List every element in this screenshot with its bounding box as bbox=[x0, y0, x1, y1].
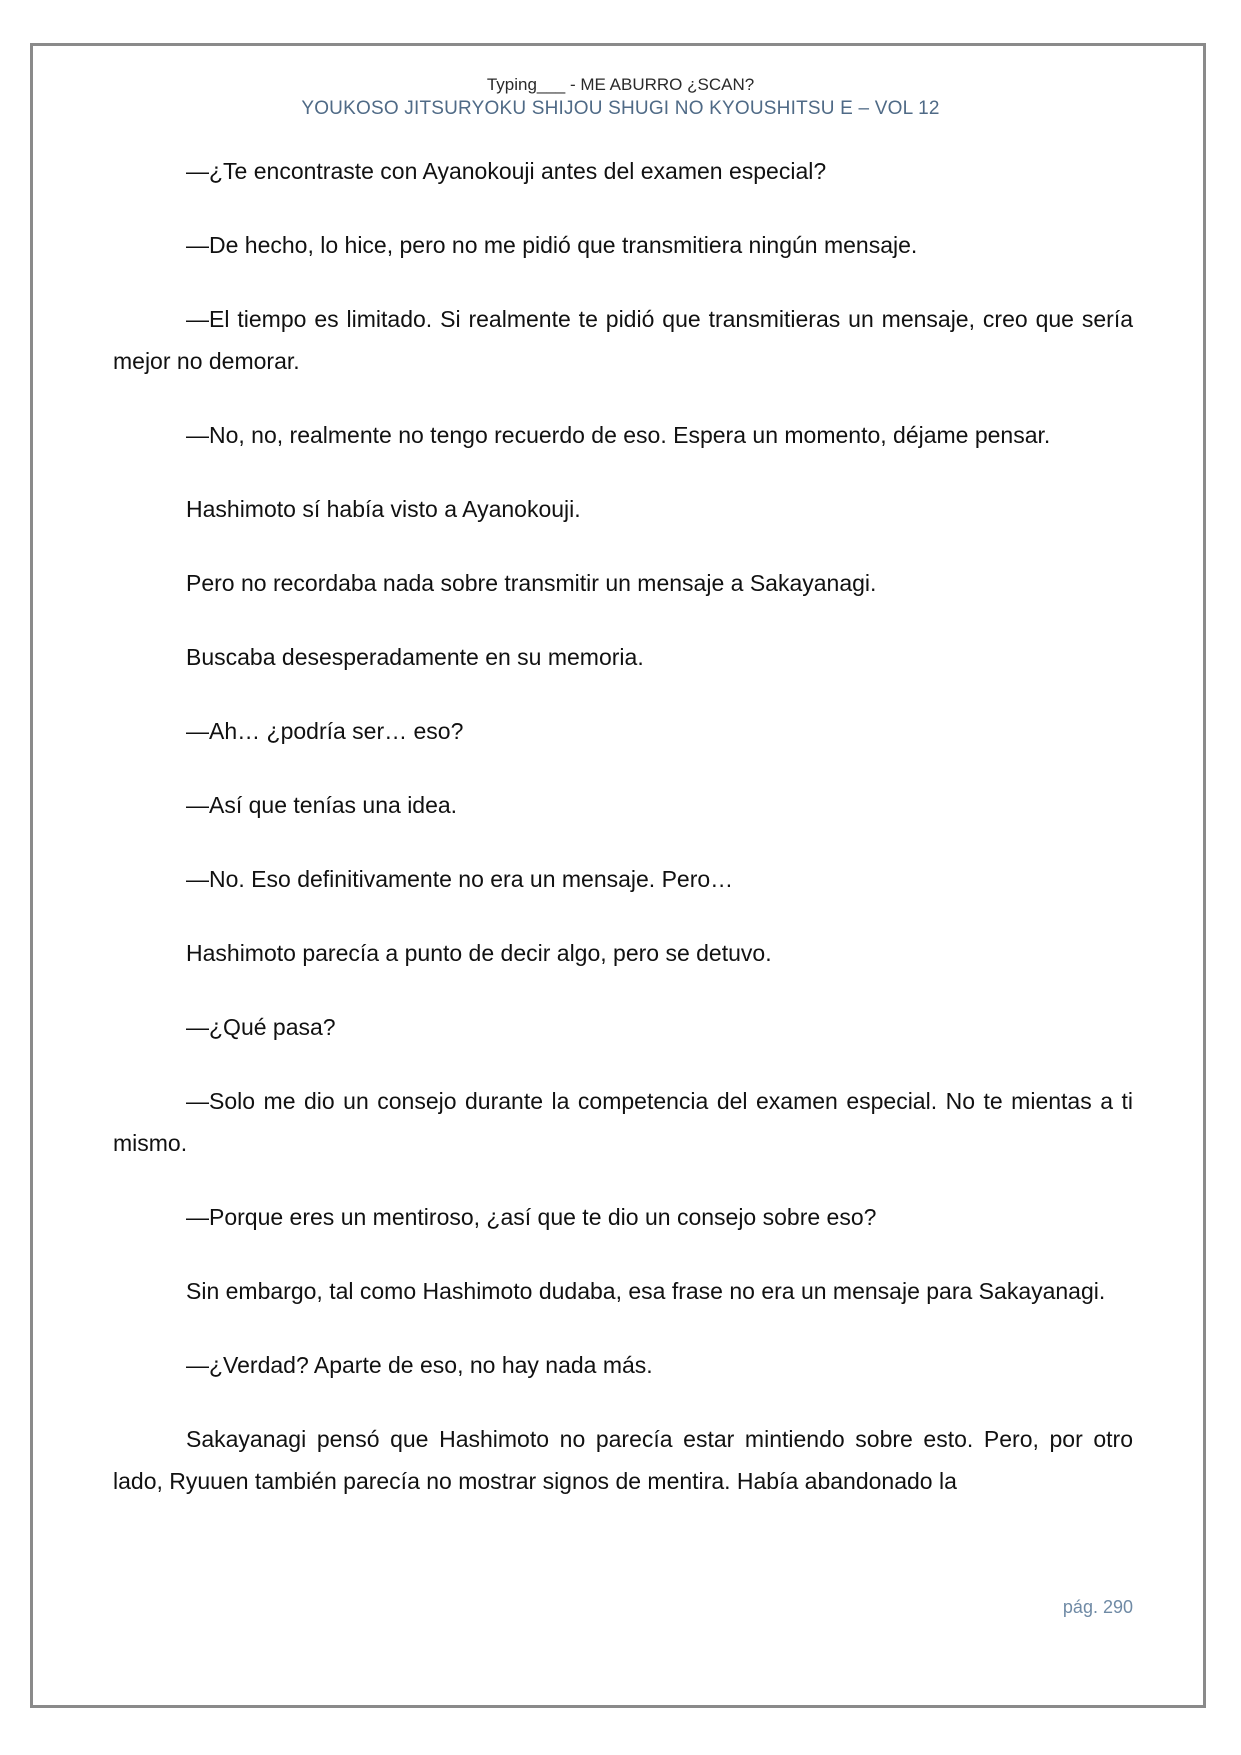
paragraph: —Ah… ¿podría ser… eso? bbox=[186, 718, 464, 744]
paragraph: Hashimoto sí había visto a Ayanokouji. bbox=[186, 496, 581, 522]
paragraph: Hashimoto parecía a punto de decir algo, pero se detuvo. bbox=[186, 940, 772, 966]
paragraph: —¿Verdad? Aparte de eso, no hay nada más. bbox=[186, 1352, 653, 1378]
header-book-title: YOUKOSO JITSURYOKU SHIJOU SHUGI NO KYOUSHITSU E – VOL 12 bbox=[301, 98, 940, 119]
paragraph: —¿Te encontraste con Ayanokouji antes del examen especial? bbox=[186, 158, 827, 184]
paragraph: —El tiempo es limitado. Si realmente te pidió que transmitieras un mensaje, creo que sería mejor no demorar. bbox=[113, 306, 1133, 374]
paragraph: —De hecho, lo hice, pero no me pidió que transmitiera ningún mensaje. bbox=[186, 232, 918, 258]
paragraph: —Solo me dio un consejo durante la competencia del examen especial. No te mientas a ti mismo. bbox=[113, 1088, 1133, 1156]
paragraph: —Porque eres un mentiroso, ¿así que te dio un consejo sobre eso? bbox=[186, 1204, 877, 1230]
page-number: pág. 290 bbox=[1062, 1597, 1133, 1617]
page-header bbox=[0, 74, 1241, 122]
paragraph: —No, no, realmente no tengo recuerdo de eso. Espera un momento, déjame pensar. bbox=[186, 422, 1051, 448]
paragraph: Pero no recordaba nada sobre transmitir un mensaje a Sakayanagi. bbox=[186, 570, 877, 596]
header-scanlation-credit: Typing___ - ME ABURRO ¿SCAN? bbox=[486, 75, 755, 94]
page-body bbox=[113, 150, 1133, 1534]
paragraph: Sin embargo, tal como Hashimoto dudaba, esa frase no era un mensaje para Sakayanagi. bbox=[186, 1278, 1106, 1304]
paragraph: Buscaba desesperadamente en su memoria. bbox=[186, 644, 644, 670]
paragraph: —¿Qué pasa? bbox=[186, 1014, 336, 1040]
paragraph: —No. Eso definitivamente no era un mensaje. Pero… bbox=[186, 866, 734, 892]
paragraph: Sakayanagi pensó que Hashimoto no parecía estar mintiendo sobre esto. Pero, por otro lado, Ryuuen también parecía no mostrar signos de mentira. Había abandonado la bbox=[113, 1426, 1133, 1494]
paragraph: —Así que tenías una idea. bbox=[186, 792, 458, 818]
